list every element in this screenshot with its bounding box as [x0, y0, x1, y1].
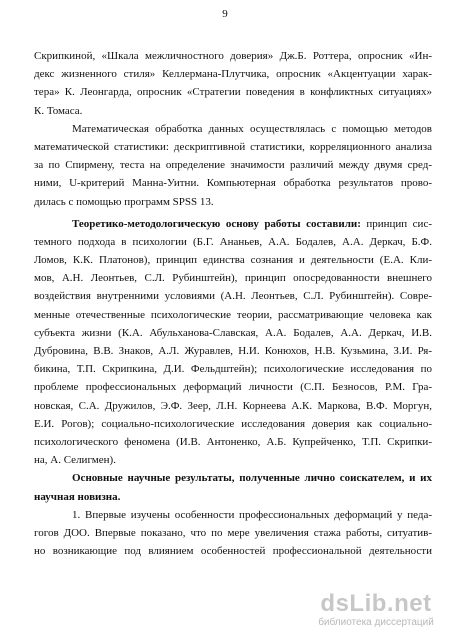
line-text: субъекта жизни (К.А. Абульханова-Славская, А.А. Бодалев, А.А. Деркач, И.В.	[34, 326, 432, 339]
line-text: воздействия внутренними условиями (А.Н. Леонтьев, С.Л. Рубинштейн). Совре-	[34, 290, 432, 303]
text-line	[34, 102, 432, 120]
text-line	[34, 156, 432, 174]
text-line	[34, 193, 432, 211]
text-line	[34, 342, 432, 360]
line-text: новская, С.А. Дружилов, Э.Ф. Зеер, Л.Н. Корнеева А.К. Маркова, В.Ф. Моргун,	[34, 399, 432, 412]
bold-text: научная новизна.	[34, 490, 121, 503]
line-text: на, А. Селигмен).	[34, 454, 116, 467]
watermark-logo: dsLib.net	[320, 590, 432, 617]
bold-text: Теоретико-методологическую основу работы составили:	[72, 217, 361, 230]
text-line	[34, 215, 432, 233]
line-text: дилась с помощью программ SPSS 13.	[34, 195, 214, 208]
line-text: математической статистики: дескриптивной статистики, корреляционного анализа	[34, 140, 432, 153]
document-body	[34, 47, 432, 560]
text-line	[34, 397, 432, 415]
text-line	[34, 324, 432, 342]
text-line	[34, 433, 432, 451]
line-text: Математическая обработка данных осуществлялась с помощью методов	[72, 122, 432, 135]
line-text: Ломов, К.К. Платонов), принцип единства сознания и деятельности (Е.А. Кли-	[34, 254, 432, 267]
line-text: но возникающие под влиянием особенностей профессиональной деятельности	[34, 545, 432, 558]
text-line	[34, 360, 432, 378]
text-line	[34, 306, 432, 324]
text-line	[34, 47, 432, 65]
text-line	[34, 542, 432, 560]
text-line	[34, 120, 432, 138]
page-number: 9	[222, 8, 228, 20]
text-line	[34, 138, 432, 156]
line-text: менные отечественные психологические теории, рассматривающие человека как	[34, 308, 432, 321]
line-text: бикина, Т.П. Скрипкина, Д.И. Фельдштейн); психологические исследования по	[34, 363, 432, 376]
line-text: за по Спирмену, теста на определение значимости различий между двумя сред-	[34, 159, 432, 172]
text-line	[34, 451, 432, 469]
line-text: 1. Впервые изучены особенности профессиональных деформаций у педа-	[72, 508, 432, 521]
text-line	[34, 287, 432, 305]
text-line	[34, 506, 432, 524]
line-text: Е.И. Рогов); социально-психологические исследования доверия как социально-	[34, 417, 432, 430]
text-line	[34, 83, 432, 101]
text-line	[34, 488, 432, 506]
line-text: декс жизненного стиля» Келлермана-Плутчика, опросник «Акцентуации харак-	[34, 68, 432, 81]
line-text: психологического феномена (И.В. Антоненко, А.Б. Купрейченко, Т.П. Скрипки-	[34, 435, 432, 448]
watermark	[316, 591, 436, 631]
text-line	[34, 251, 432, 269]
line-text: мов, А.Н. Леонтьев, С.Л. Рубинштейн), принцип опосредованности внешнего	[34, 272, 432, 285]
text-line	[34, 233, 432, 251]
line-text: проблеме профессиональных деформаций личности (С.П. Безносов, Р.М. Гра-	[34, 381, 432, 394]
bold-text: Основные научные результаты, полученные лично соискателем, и их	[72, 472, 432, 485]
text-line	[34, 269, 432, 287]
text-line	[34, 378, 432, 396]
line-text: ними, U-критерий Манна-Уитни. Компьютерная обработка результатов прово-	[34, 177, 432, 190]
text-line	[34, 469, 432, 487]
text-line	[34, 415, 432, 433]
line-text: Скрипкиной, «Шкала межличностного доверия» Дж.Б. Роттера, опросник «Ин-	[34, 50, 432, 62]
line-text: тера» К. Леонгарда, опросник «Стратегии поведения в конфликтных ситуациях»	[34, 86, 432, 99]
line-text: принцип сис-	[360, 217, 432, 230]
text-line	[34, 524, 432, 542]
text-line	[34, 65, 432, 83]
watermark-subtitle: библиотека диссертаций	[318, 617, 434, 628]
line-text: гогов ДОО. Впервые показано, что по мере увеличения стажа работы, ситуатив-	[34, 526, 432, 539]
line-text: темного подхода в психологии (Б.Г. Ананьев, А.А. Бодалев, А.А. Деркач, Б.Ф.	[34, 235, 432, 248]
text-line	[34, 174, 432, 192]
line-text: Дубровина, В.В. Знаков, А.Л. Журавлев, Н.И. Конюхов, Н.В. Кузьмина, З.И. Ря-	[34, 345, 432, 357]
line-text: К. Томаса.	[34, 104, 83, 117]
